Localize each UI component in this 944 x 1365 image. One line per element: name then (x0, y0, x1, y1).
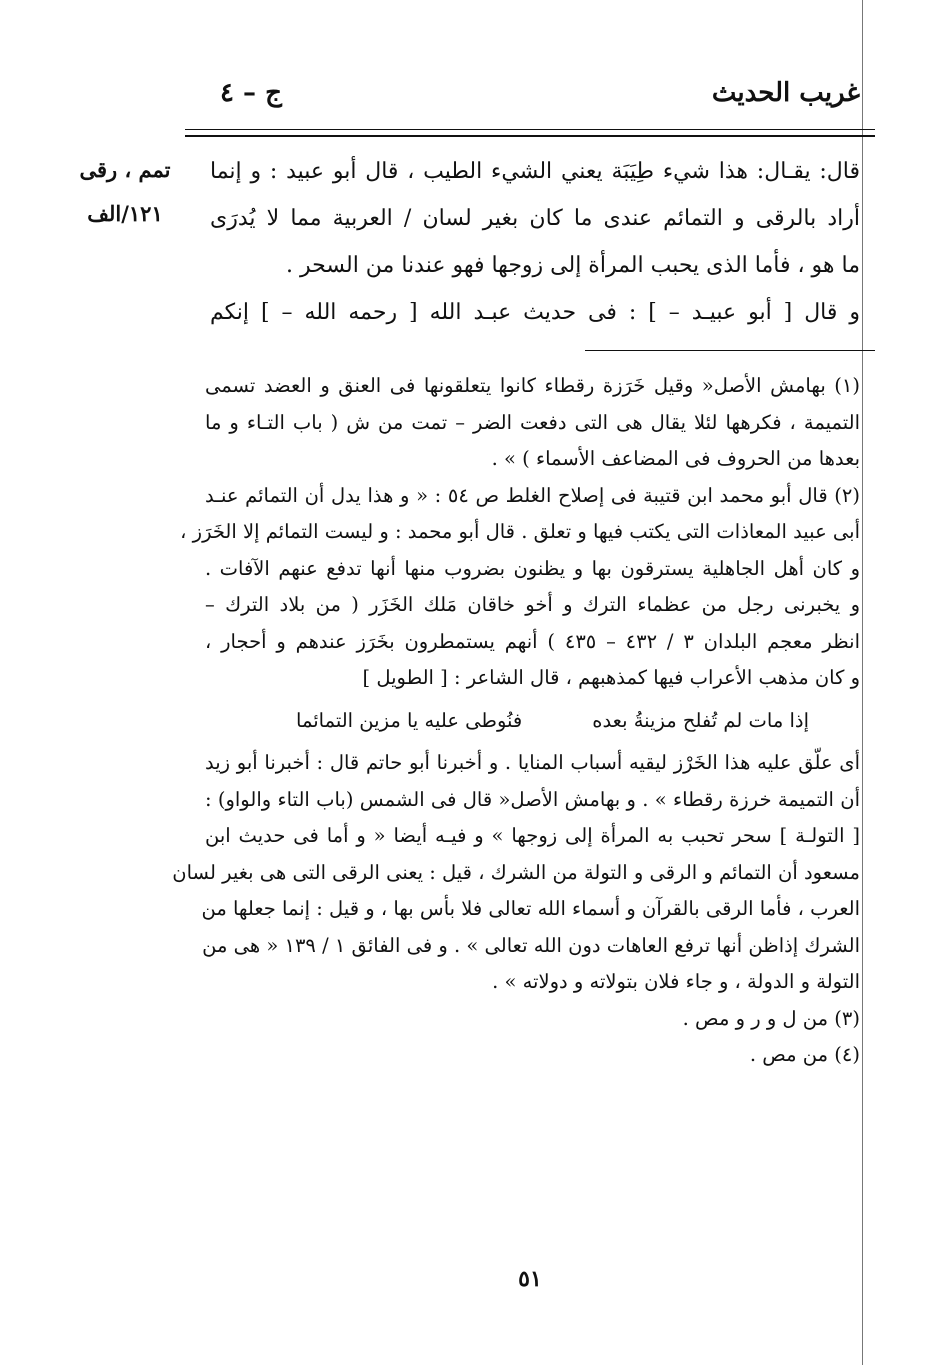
footnote-line: و كان مذهب الأعراب فيها كمذهبهم ، قال الشاعر : [ الطويل ] (362, 666, 860, 689)
poem-verse (205, 703, 860, 740)
footnote-line: انظر معجم البلدان ٣ / ٤٣٢ – ٤٣٥ ) أنهم يستمطرون بخَرَز عندهم و أحجار ، (205, 629, 860, 653)
main-text (210, 148, 860, 336)
main-text-line: أراد بالرقى و التمائم عندى ما كان بغير لسان / العربية مما لا يُدرَى (210, 206, 860, 231)
footnote-line: (٢) قال أبو محمد ابن قتيبة فى إصلاح الغلط ص ٥٤ : « و هذا يدل أن التمائم عنـد (205, 483, 861, 507)
main-text-line: و قال [ أبو عبيـد – ] : فى حديث عبـد الله [ رحمه الله – ] إنكم (210, 300, 860, 325)
footnote-line: بعدها من الحروف فى المضاعف الأسماء ) » . (491, 447, 860, 470)
footnote-line: (٣) من ل و ر و مص . (682, 1006, 860, 1030)
footnote-line: التولة و الدولة ، و جاء فلان بتولاته و دولاته » . (492, 970, 860, 993)
header-title: غريب الحديث (711, 78, 860, 108)
main-text-line: قال: يقـال: هذا شيء طِيَبَة يعني الشيء الطيب ، قال أبو عبيد : و إنما (210, 159, 860, 184)
footnote-line: أى علّق عليه هذا الخَرْز ليقيه أسباب المنايا . و أخبرنا أبو حاتم قال : أخبرنا أبو زيد (205, 751, 860, 774)
header-rule-thin (185, 129, 875, 130)
main-text-line: ما هو ، فأما الذى يحبب المرأة إلى زوجها فهو عندنا من السحر . (286, 253, 860, 278)
footnote-line: (١) بهامش الأصل« وقيل خَرَزة رقطاء كانوا يتعلقونها فى العنق و العضد تسمى (205, 374, 860, 397)
page-edge-line (862, 0, 863, 1365)
footnote-line: و كان أهل الجاهلية يسترقون بها و يظنون بضروب منها أنها تدفع عنهم الآفات . (205, 556, 860, 580)
header-rule-thick (185, 135, 875, 137)
footnote-line: العرب ، فأما الرقى بالقرآن و أسماء الله تعالى فلا بأس بها ، و قيل : إنما جعلها من (201, 897, 860, 920)
margin-note-line: ١٢١/الف (87, 201, 163, 226)
footnote-separator (585, 350, 875, 351)
page-number: ٥١ (518, 1266, 542, 1292)
footnote-line: أبى عبيد المعاذات التى يكتب فيها و تعلق . قال أبو محمد : و ليست التمائم إلا الخَرَز ، (180, 520, 860, 543)
footnote-line: مسعود أن التمائم و الرقى و التولة من الشرك ، قيل : يعنى الرقى التى هى بغير لسان (172, 860, 860, 884)
header-volume: ج – ٤ (220, 78, 282, 108)
footnote-line: أن التميمة خرزة رقطاء » . و بهامش الأصل« قال فى الشمس (باب التاء والواو) : (205, 787, 860, 811)
manuscript-margin-note (70, 148, 180, 236)
footnotes (172, 368, 861, 1074)
footnote-line: [ التولـة ] سحر تحبب به المرأة إلى زوجها » و فيـه أيضا « و أما فى حديث ابن (205, 824, 860, 847)
poem-hemistich-left: فنُوطى عليه يا مزين التمائما (296, 708, 523, 732)
margin-note-line: تمم ، رقى (79, 157, 171, 182)
footnote-line: التميمة ، فكرهها لئلا يقال هى التى دفعت الضر – تمت من ش ( باب التـاء و ما (205, 410, 860, 434)
footnote-line: (٤) من مص . (749, 1043, 860, 1066)
footnote-line: الشرك إذاظن أنها ترفع العاهات دون الله تعالى » . و فى الفائق ١ / ١٣٩ « هى من (202, 933, 860, 957)
running-header (200, 78, 860, 118)
footnote-line: و يخبرنى رجل من عظماء الترك و أخو خاقان مَلك الخَزَر ( من بلاد الترك – (205, 593, 860, 616)
poem-hemistich-right: إذا مات لم تُفلح مزينةُ بعده (592, 708, 810, 732)
